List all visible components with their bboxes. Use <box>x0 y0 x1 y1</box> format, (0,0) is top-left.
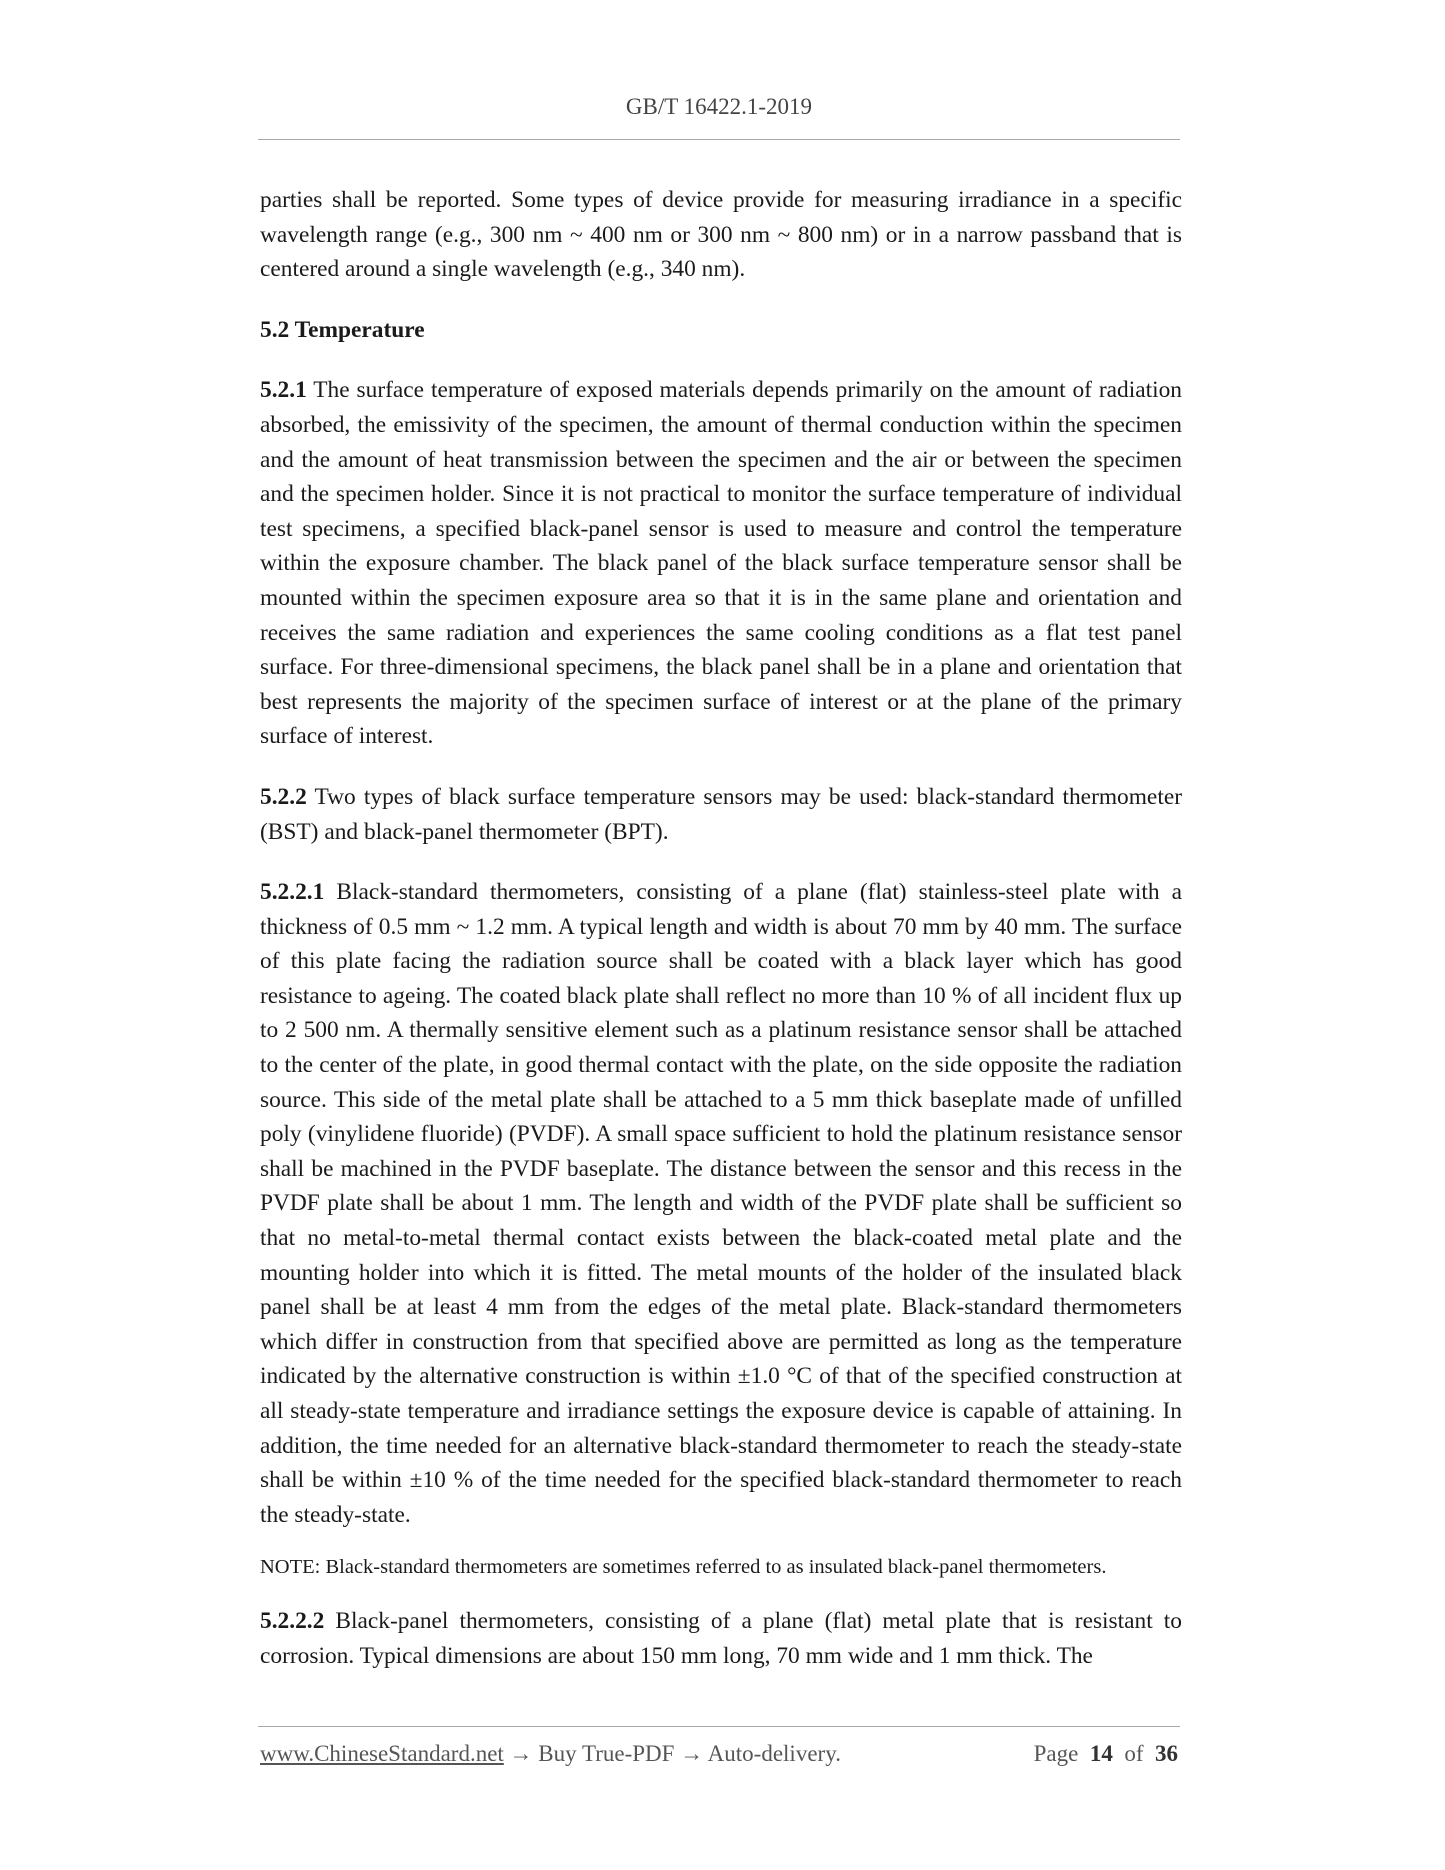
clause-text: Black-standard thermometers, consisting of a plane (flat) stainless-steel plate with a thickness of 0.5 mm ~ 1.2 mm. A typical length and width is about 70 mm by 40 mm. The surface of this plate facing the radiation source shall be coated with a black layer which has good resistance to ageing. The coated black plate shall reflect no more than 10 % of all incident flux up to 2 500 nm. A thermally sensitive element such as a platinum resistance sensor shall be attached to the center of the plate, in good thermal contact with the plate, on the side opposite the radiation source. This side of the metal plate shall be attached to a 5 mm thick baseplate made of unfilled poly (vinylidene fluoride) (PVDF). A small space sufficient to hold the platinum resistance sensor shall be machined in the PVDF baseplate. The distance between the sensor and this recess in the PVDF plate shall be about 1 mm. The length and width of the PVDF plate shall be sufficient so that no metal-to-metal thermal contact exists between the black-coated metal plate and the mounting holder into which it is fitted. The metal mounts of the holder of the insulated black panel shall be at least 4 mm from the edges of the metal plate. Black-standard thermometers which differ in construction from that specified above are permitted as long as the temperature indicated by the alternative construction is within ±1.0 °C of that of the specified construction at all steady-state temperature and irradiance settings the exposure device is capable of attaining. In addition, the time needed for an alternative black-standard thermometer to reach the steady-state shall be within ±10 % of the time needed for the specified black-standard thermometer to reach the steady-state. <box>260 879 1182 1528</box>
arrow-right-icon: → <box>503 1741 539 1766</box>
clause-number: 5.2.2 <box>260 783 307 810</box>
page-body <box>260 183 1182 1674</box>
clause-text: The surface temperature of exposed materials depends primarily on the amount of radiation absorbed, the emissivity of the specimen, the amount of thermal conduction within the specimen and the amount of heat transmission between the specimen and the air or between the specimen and the specimen holder. Since it is not practical to monitor the surface temperature of individual test specimens, a specified black-panel sensor is used to measure and control the temperature within the exposure chamber. The black panel of the black surface temperature sensor shall be mounted within the specimen exposure area so that it is in the same plane and orientation and receives the same radiation and experiences the same cooling conditions as a flat test panel surface. For three-dimensional specimens, the black panel shall be in a plane and orientation that best represents the majority of the specimen surface of interest or at the plane of the primary surface of interest. <box>260 377 1182 750</box>
header-divider <box>258 139 1180 140</box>
clause-5-2-2-2 <box>260 1604 1182 1673</box>
clause-text: Two types of black surface temperature sensors may be used: black-standard thermometer (BST) and black-panel thermometer (BPT). <box>260 783 1182 845</box>
note-paragraph: NOTE: Black-standard thermometers are sometimes referred to as insulated black-panel thermometers. <box>260 1556 1107 1579</box>
clause-5-2-2-1 <box>260 875 1182 1532</box>
page-footer <box>260 1741 1178 1767</box>
clause-5-2-2 <box>260 780 1182 849</box>
arrow-right-icon: → <box>674 1741 708 1766</box>
section-heading-5-2: 5.2 Temperature <box>260 316 425 343</box>
clause-number: 5.2.1 <box>260 377 307 404</box>
buy-text: Buy True-PDF <box>538 1741 675 1766</box>
page-label: Page <box>1033 1741 1079 1766</box>
delivery-text: Auto-delivery. <box>707 1741 841 1766</box>
footer-promo <box>260 1741 841 1767</box>
clause-text: Black-panel thermometers, consisting of a plane (flat) metal plate that is resistant to corrosion. Typical dimensions are about 150 mm long, 70 mm wide and 1 mm thick. The <box>260 1608 1182 1669</box>
page-header: GB/T 16422.1-2019 <box>625 94 813 119</box>
intro-paragraph: parties shall be reported. Some types of device provide for measuring irradiance in a specific wavelength range (e.g., 300 nm ~ 400 nm or 300 nm ~ 800 nm) or in a narrow passband that is centered around a single wavelength (e.g., 340 nm). <box>260 187 1182 283</box>
page-indicator <box>1034 1741 1178 1767</box>
page-current: 14 <box>1089 1741 1113 1766</box>
clause-number: 5.2.2.1 <box>260 879 325 906</box>
footer-divider <box>258 1726 1180 1727</box>
clause-5-2-1 <box>260 373 1182 754</box>
page-of-label: of <box>1124 1741 1144 1766</box>
website-link[interactable]: www.ChineseStandard.net <box>260 1741 504 1766</box>
clause-number: 5.2.2.2 <box>260 1608 325 1635</box>
page-total: 36 <box>1155 1741 1178 1766</box>
